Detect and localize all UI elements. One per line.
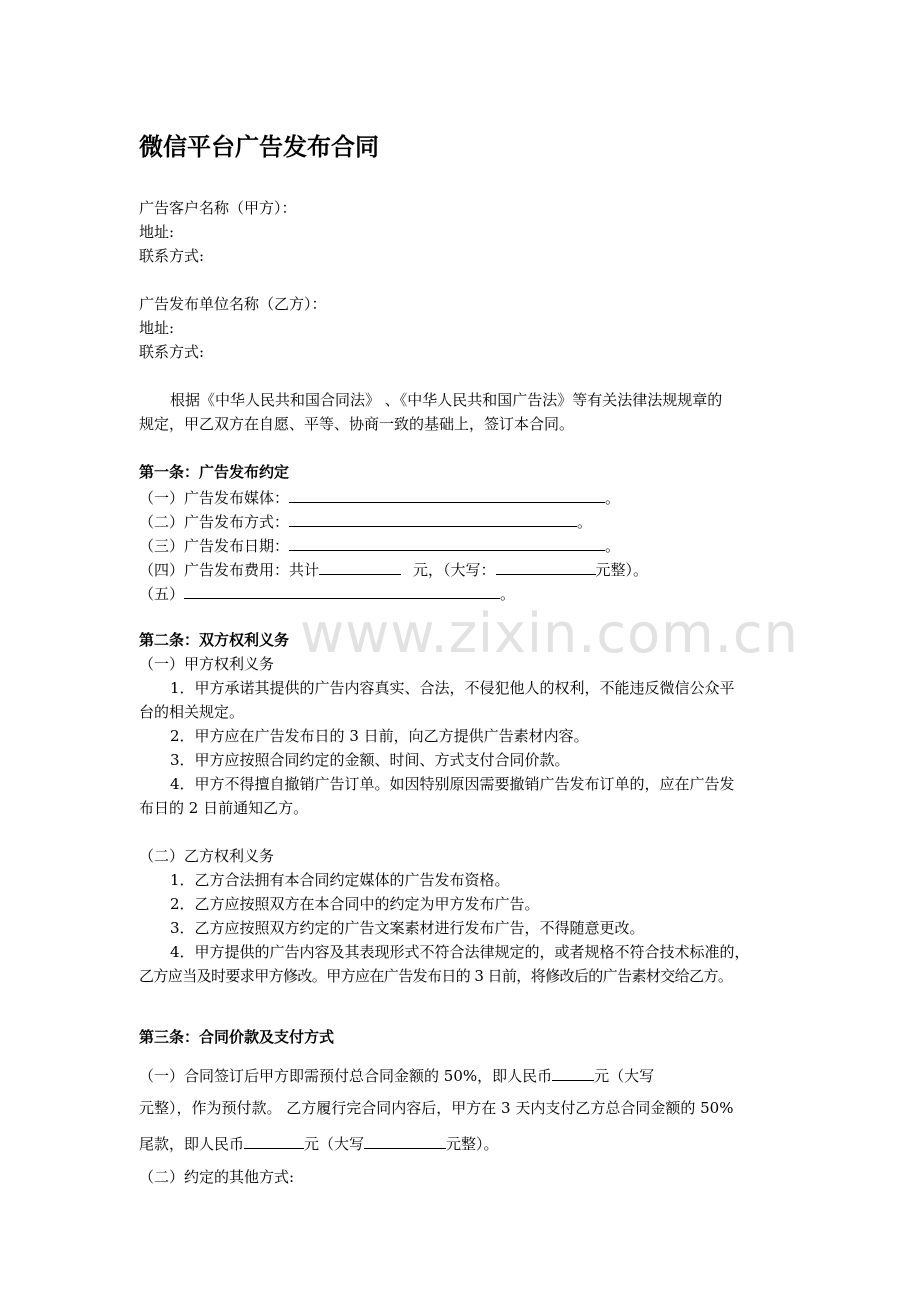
payment-text: 元整）。 — [446, 1135, 499, 1153]
fee-yuan-label: 元，（大写： — [413, 561, 496, 579]
preamble-line: 规定，甲乙双方在自愿、平等、协商一致的基础上，签订本合同。 — [139, 415, 575, 433]
party-b-address-label: 地址: — [139, 319, 175, 337]
payment-line-3 — [139, 1132, 499, 1154]
other-payment-label: （二）约定的其他方式: — [139, 1168, 295, 1186]
payment-text: 尾款，即人民币 — [139, 1135, 245, 1153]
period: 。 — [605, 537, 621, 555]
party-b-contact-label: 联系方式: — [139, 343, 205, 361]
payment-text: 元（大写 — [594, 1067, 655, 1085]
period: 。 — [605, 489, 621, 507]
other-line — [139, 582, 515, 604]
page-title: 微信平台广告发布合同 — [139, 132, 379, 161]
period: 。 — [577, 513, 593, 531]
duty-item: 1．乙方合法拥有本合同约定媒体的广告发布资格。 — [170, 871, 510, 889]
fee-uppercase-blank[interactable] — [496, 558, 596, 575]
fee-suffix: 元整）。 — [595, 561, 649, 579]
duty-item: 3．乙方应按照双方约定的广告文案素材进行发布广告，不得随意更改。 — [170, 919, 645, 937]
media-label: （一）广告发布媒体： — [139, 489, 290, 507]
party-a-name-label: 广告客户名称（甲方）： — [139, 199, 297, 217]
method-label: （二）广告发布方式： — [139, 513, 290, 531]
party-a-address-label: 地址: — [139, 223, 175, 241]
article3-heading: 第三条：合同价款及支付方式 — [139, 1028, 335, 1046]
date-blank[interactable] — [289, 534, 605, 551]
other-blank[interactable] — [184, 582, 500, 599]
article1-heading: 第一条：广告发布约定 — [139, 463, 290, 481]
method-blank[interactable] — [289, 510, 577, 527]
balance-uppercase-blank[interactable] — [364, 1132, 446, 1149]
duty-item: 乙方应当及时要求甲方修改。甲方应在广告发布日的 3 日前，将修改后的广告素材交给乙方。 — [139, 967, 733, 985]
other-label: （五） — [139, 585, 185, 603]
balance-amount-blank[interactable] — [244, 1132, 304, 1149]
duty-item: 4．甲方提供的广告内容及其表现形式不符合法律规定的，或者规格不符合技术标准的， — [170, 943, 750, 961]
party-a-duties-heading: （一）甲方权利义务 — [139, 655, 275, 673]
fee-line — [139, 558, 648, 580]
party-b-duties-heading: （二）乙方权利义务 — [139, 847, 275, 865]
period: 。 — [500, 585, 516, 603]
payment-text: （一）合同签订后甲方即需预付总合同金额的 50%，即人民币 — [139, 1067, 553, 1085]
method-line — [139, 510, 592, 532]
date-label: （三）广告发布日期： — [139, 537, 290, 555]
watermark-text: www.zixin.com.cn — [300, 602, 799, 665]
media-blank[interactable] — [289, 486, 605, 503]
duty-item: 布日的 2 日前通知乙方。 — [139, 799, 309, 817]
party-a-contact-label: 联系方式: — [139, 247, 205, 265]
fee-label: （四）广告发布费用：共计 — [139, 561, 320, 579]
party-b-name-label: 广告发布单位名称（乙方）： — [139, 295, 327, 313]
duty-item: 4．甲方不得擅自撤销广告订单。如因特别原因需要撤销广告发布订单的，应在广告发 — [170, 775, 735, 793]
duty-item: 2．甲方应在广告发布日的 3 日前，向乙方提供广告素材内容。 — [170, 727, 589, 745]
duty-item: 3．甲方应按照合同约定的金额、时间、方式支付合同价款。 — [170, 751, 570, 769]
payment-line-2: 元整），作为预付款。 乙方履行完合同内容后，甲方在 3 天内支付乙方总合同金额的 50% — [139, 1099, 734, 1117]
media-line — [139, 486, 620, 508]
prepay-amount-blank[interactable] — [552, 1064, 594, 1081]
article2-heading: 第二条：双方权利义务 — [139, 631, 290, 649]
date-line — [139, 534, 620, 556]
preamble-line: 根据《中华人民共和国合同法》 、《中华人民共和国广告法》等有关法律法规规章的 — [170, 391, 723, 409]
fee-amount-blank[interactable] — [319, 558, 401, 575]
payment-line-1 — [139, 1064, 654, 1086]
payment-text: 元（大写 — [304, 1135, 365, 1153]
duty-item: 1．甲方承诺其提供的广告内容真实、合法，不侵犯他人的权利，不能违反微信公众平 — [170, 679, 735, 697]
duty-item: 台的相关规定。 — [139, 703, 245, 721]
duty-item: 2．乙方应按照双方在本合同中的约定为甲方发布广告。 — [170, 895, 540, 913]
